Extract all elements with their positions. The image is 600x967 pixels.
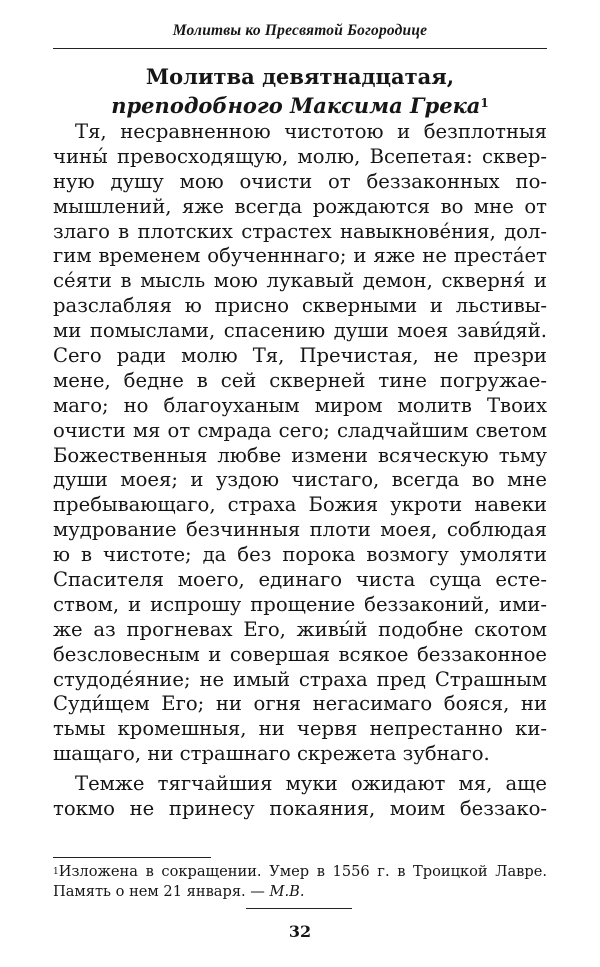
text-line: ми помыслами, спасению души моея зави́дяй. [53,319,547,343]
text-line: пребывающаго, страха Божия укроти навеки [53,493,547,517]
text-line: разслабляя ю присно скверными и льстивы- [53,294,547,318]
text-line: маго; но благоуханым миром молитв Твоих [53,393,547,417]
footnote-rule [53,857,211,858]
prayer-body [53,120,547,822]
title-author: преподобного Максима Грека [111,93,481,118]
text-line: Суди́щем Его; ни огня негасимаго бояся, ни [53,692,547,716]
prayer-title [53,62,547,120]
footnote-text-1: Изложена в сокращении. Умер в 1556 г. в Троицкой Лавре. [58,863,547,880]
title-line-1: Молитва девятнадцатая, [145,64,455,89]
text-line: мене, бедне в сей скверней тине погружае- [53,368,547,392]
text-line: се́яти в мысль мою лукавый демон, скверня́ и [53,269,547,293]
text-line: безсловесным и совершая всякое беззаконное [53,642,547,666]
paragraph-2 [53,772,547,822]
text-line: тьмы кромешныя, ни червя непрестанно ки- [53,717,547,741]
text-line: Темже тягчайшия муки ожидают мя, аще [75,772,547,796]
text-line: гим временем обученннаго; и яже не преста́ет [53,244,547,268]
footnote [53,862,547,901]
text-line: мышлений, яже всегда рождаются во мне от [53,194,547,218]
text-line: очисти мя от смрада сего; сладчайшим светом [53,418,547,442]
footnote-marker: 1 [53,867,59,877]
text-line: студоде́яние; не имый страха пред Страшным [53,667,547,691]
text-line: шащаго, ни страшнаго скрежета зубнаго. [53,742,490,766]
text-line: Сего ради молю Тя, Пречистая, не презри [53,344,547,368]
text-line: ю в чистоте; да без порока возмогу умоляти [53,543,547,567]
text-line: злаго в плотских страстех навыкнове́ния, дол- [53,219,547,243]
text-line: Спасителя моего, единаго чиста суща есте- [53,568,547,592]
footnote-reference[interactable]: 1 [480,96,489,110]
text-line: ную душу мою очисти от беззаконных по- [53,169,547,193]
text-line: токмо не принесу покаяния, моим беззако- [53,797,547,821]
running-head: Молитвы ко Пресвятой Богородице [172,22,428,39]
text-line: же аз прогневах Его, живы́й подобне скотом [53,617,547,641]
page-number: 32 [288,922,312,941]
text-line: чины́ превосходящую, молю, Всепетая: сквер- [53,144,547,168]
header-rule [53,48,547,49]
text-line: мудрование безчинныя плоти моея, соблюдая [53,518,547,542]
footnote-text-2: Память о нем 21 января. — [53,882,270,900]
text-line: Божественныя любве измени всяческую тьму [53,443,547,467]
text-line: ством, и испрошу прощение беззаконий, ими- [53,592,547,616]
footnote-initials: М.В. [269,882,305,900]
footnote-line-2 [53,882,547,902]
text-line: души моея; и уздою чистаго, всегда во мне [53,468,547,492]
footnote-line-1 [53,862,547,882]
title-line-2 [53,91,547,120]
paragraph-1 [53,120,547,767]
text-line: Тя, несравненною чистотою и безплотныя [75,120,547,143]
page-number-rule [246,908,352,909]
